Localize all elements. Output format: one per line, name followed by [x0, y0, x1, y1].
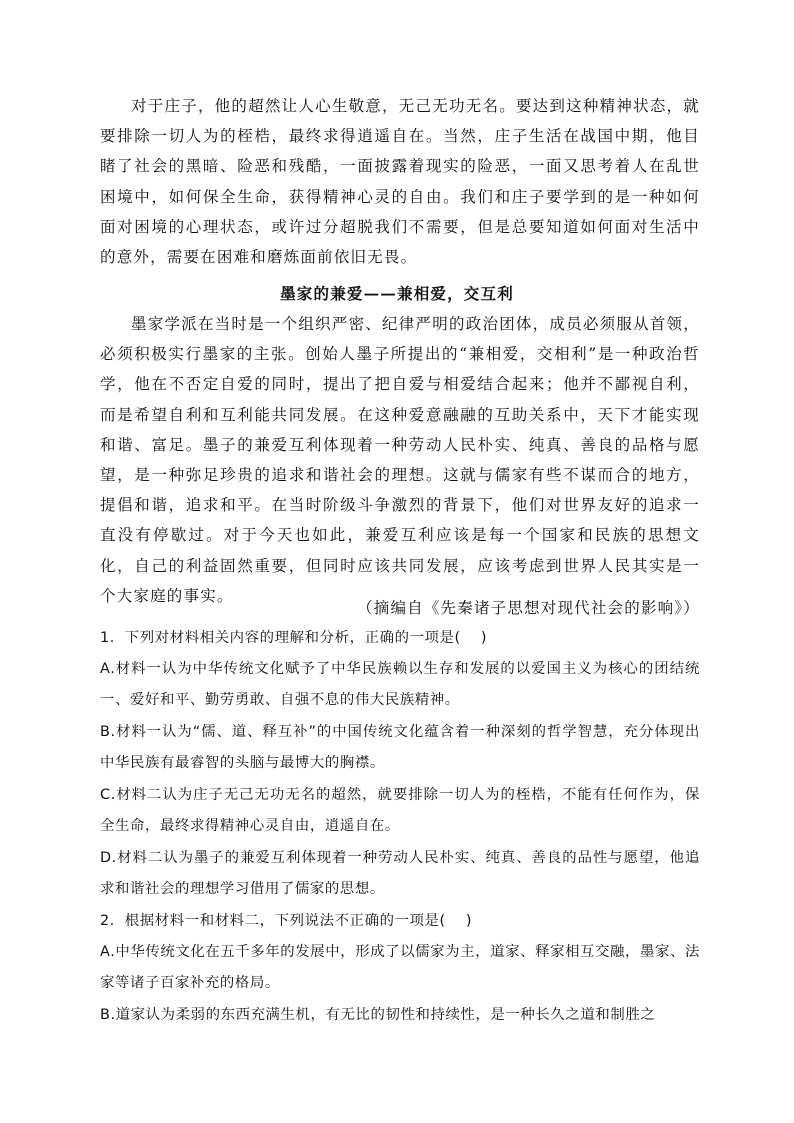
question-1-option-d: D.材料二认为墨子的兼爱互利体现着一种劳动人民朴实、纯真、善良的品性与愿望，他追求和谐社会的理想学习借用了儒家的思想。: [100, 850, 700, 898]
question-2-option-a: A.中华传统文化在五千多年的发展中，形成了以儒家为主，道家、释家相互交融，墨家、法家等诸子百家补充的格局。: [100, 944, 701, 992]
source-citation: （摘编自《先秦诸子思想对现代社会的影响》）: [357, 599, 700, 617]
section-heading-mohism: 墨家的兼爱——兼相爱，交互利: [280, 284, 514, 303]
question-1-stem: 1．下列对材料相关内容的理解和分析，正确的一项是( ): [100, 630, 488, 646]
question-1-option-b: B.材料一认为“儒、道、释互补”的中国传统文化蕴含着一种深刻的哲学智慧，充分体现出中华民族有最睿智的头脑与最博大的胸襟。: [100, 724, 700, 772]
question-1-option-a: A.材料一认为中华传统文化赋予了中华民族赖以生存和发展的以爱国主义为核心的团结统一、爱好和平、勤劳勇敢、自强不息的伟大民族精神。: [100, 661, 700, 709]
question-1-option-c: C.材料二认为庄子无己无功无名的超然，就要排除一切人为的桎梏，不能有任何作为，保全生命，最终求得精神心灵自由，逍遥自在。: [100, 787, 700, 835]
question-2-stem: 2．根据材料一和材料二，下列说法不正确的一项是( ): [100, 913, 473, 929]
passage-zhuangzi-paragraph: 对于庄子，他的超然让人心生敬意，无己无功无名。要达到这种精神状态，就要排除一切人为的桎梏，最终求得逍遥自在。当然，庄子生活在战国中期，他目睹了社会的黑暗、险恶和残酷，一面披露着现实的险恶，一面又思考着人在乱世困境中，如何保全生命，获得精神心灵的自由。我们和庄子要学到的是一种如何面对困境的心理状态，或许过分超脱我们不需要，但是总要知道如何面对生活中的意外，需要在困难和磨炼面前依旧无畏。: [100, 97, 700, 267]
question-2-option-b: B.道家认为柔弱的东西充满生机，有无比的韧性和持续性，是一种长久之道和制胜之: [100, 1007, 656, 1023]
passage-mohism-paragraph: 墨家学派在当时是一个组织严密、纪律严明的政治团体，成员必须服从首领，必须积极实行墨家的主张。创始人墨子所提出的“兼相爱，交相利”是一种政治哲学，他在不否定自爱的同时，提出了把自爱与相爱结合起来；他并不鄙视自利，而是希望自利和互利能共同发展。在这种爱意融融的互助关系中，天下才能实现和谐、富足。墨子的兼爱互利体现着一种劳动人民朴实、纯真、善良的品格与愿望，是一种弥足珍贵的追求和谐社会的理想。这就与儒家有些不谋而合的地方，提倡和谐，追求和平。在当时阶级斗争激烈的背景下，他们对世界友好的追求一直没有停歇过。对于今天也如此，兼爱互利应该是每一个国家和民族的思想文化，自己的利益固然重要，但同时应该共同发展，应该考虑到世界人民其实是一个大家庭的事实。: [100, 315, 700, 605]
